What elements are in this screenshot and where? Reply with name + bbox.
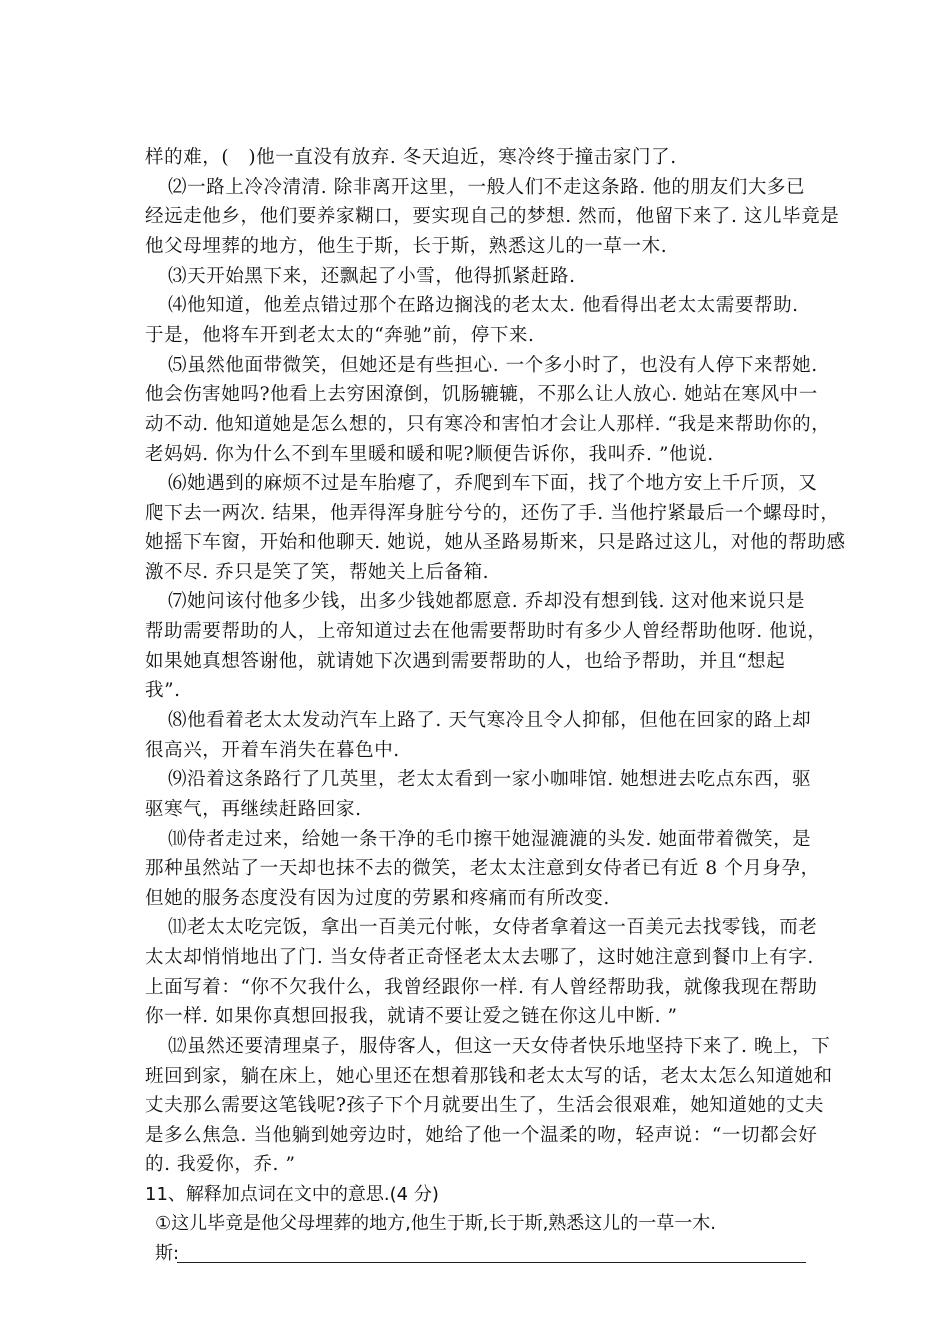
text-line: ⑹她遇到的麻烦不过是车胎瘪了，乔爬到车下面，找了个地方安上千斤顶，又: [168, 473, 818, 494]
text-line: ⑼沿着这条路行了几英里，老太太看到一家小咖啡馆. 她想进去吃点东西，驱: [168, 769, 812, 790]
answer-blank-line[interactable]: [177, 1262, 806, 1263]
question-11-prompt: 11、解释加点词在文中的意思.(4 分): [145, 1184, 439, 1205]
text-line: 如果她真想答谢他，就请她下次遇到需要帮助的人，也给予帮助，并且“想起: [145, 651, 786, 672]
text-line: 班回到家，躺在床上，她心里还在想着那钱和老太太写的话，老太太怎么知道她和: [145, 1066, 833, 1087]
text-line: 上面写着：“你不欠我什么，我曾经跟你一样. 有人曾经帮助我，就像我现在帮助: [145, 977, 818, 998]
text-line: 但她的服务态度没有因为过度的劳累和疼痛而有所改变.: [145, 888, 610, 909]
text-line: ⑺她问该付他多少钱，出多少钱她都愿意. 乔却没有想到钱. 这对他来说只是: [168, 591, 806, 612]
text-line: 是多么焦急. 当他躺到她旁边时，她给了他一个温柔的吻，轻声说：“一切都会好: [145, 1125, 818, 1146]
text-line: 很高兴，开着车消失在暮色中.: [145, 740, 400, 761]
text-line: ⑻他看着老太太发动汽车上路了. 天气寒冷且令人抑郁，但他在回家的路上却: [168, 710, 812, 731]
text-line: 动不动. 他知道她是怎么想的，只有寒冷和害怕才会让人那样. “我是来帮助你的，: [145, 414, 831, 435]
text-line: ⑷他知道，他差点错过那个在路边搁浅的老太太. 他看得出老太太需要帮助.: [168, 295, 799, 316]
text-line: 我”.: [145, 680, 181, 701]
text-line: ⑸虽然他面带微笑，但她还是有些担心. 一个多小时了，也没有人停下来帮她.: [168, 355, 818, 376]
text-line: 驱寒气，再继续赶路回家.: [145, 799, 362, 820]
text-line: 她摇下车窗，开始和他聊天. 她说，她从圣路易斯来，只是路过这儿，对他的帮助感: [145, 532, 846, 553]
text-line: 那种虽然站了一天却也抹不去的微笑，老太太注意到女侍者已有近 8 个月身孕，: [145, 858, 820, 879]
text-line: 的. 我爱你，乔. ”: [145, 1154, 296, 1175]
text-line: ⑵一路上冷冷清清. 除非离开这里，一般人们不走这条路. 他的朋友们大多已: [168, 177, 806, 198]
text-line: 老妈妈. 你为什么不到车里暖和暖和呢?顺便告诉你，我叫乔. ”他说.: [145, 444, 714, 465]
text-line: ⑽侍者走过来，给她一条干净的毛巾擦干她湿漉漉的头发. 她面带着微笑，是: [168, 829, 812, 850]
text-line: 丈夫那么需要这笔钱呢?孩子下个月就要出生了，生活会很艰难，她知道她的丈夫: [145, 1095, 825, 1116]
text-line: 激不尽. 乔只是笑了笑，帮她关上后备箱.: [145, 562, 490, 583]
text-line: 太太却悄悄地出了门. 当女侍者正奇怪老太太去哪了，这时她注意到餐巾上有字.: [145, 947, 814, 968]
text-line: ⑶天开始黑下来，还飘起了小雪，他得抓紧赶路.: [168, 266, 576, 287]
text-line: 爬下去一两次. 结果，他弄得浑身脏兮兮的，还伤了手. 当他拧紧最后一个螺母时，: [145, 503, 840, 524]
text-line: 于是，他将车开到老太太的“奔驰”前，停下来.: [145, 325, 535, 346]
text-line: 经远走他乡，他们要养家糊口，要实现自己的梦想. 然而，他留下来了. 这儿毕竟是: [145, 206, 840, 227]
text-line: ⑿虽然还要清理桌子，服侍客人，但这一天女侍者快乐地坚持下来了. 晚上，下: [168, 1036, 831, 1057]
text-line: ⑾老太太吃完饭，拿出一百美元付帐，女侍者拿着这一百美元去找零钱，而老: [168, 917, 818, 938]
question-11-item-1: ①这儿毕竟是他父母埋葬的地方,他生于斯,长于斯,熟悉这儿的一草一木.: [155, 1213, 717, 1234]
text-line: 样的难，( )他一直没有放弃. 冬天迫近，寒冷终于撞击家门了.: [145, 147, 677, 168]
text-line: 你一样. 如果你真想回报我，就请不要让爱之链在你这儿中断. ”: [145, 1006, 678, 1027]
text-line: 他会伤害她吗?他看上去穷困潦倒，饥肠辘辘，不那么让人放心. 她站在寒风中一: [145, 384, 818, 405]
answer-label: 斯:: [155, 1243, 180, 1264]
text-line: 他父母埋葬的地方，他生于斯，长于斯，熟悉这儿的一草一木.: [145, 236, 668, 257]
text-line: 帮助需要帮助的人，上帝知道过去在他需要帮助时有多少人曾经帮助他呀. 他说，: [145, 621, 827, 642]
